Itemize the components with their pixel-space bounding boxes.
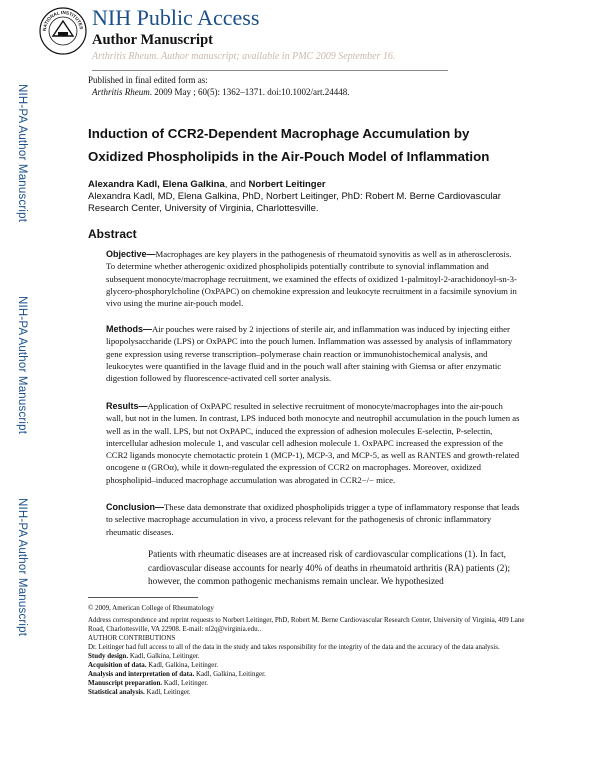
study-design-line (88, 652, 528, 661)
published-line: Published in final edited form as: (88, 75, 208, 85)
conclusion-text: These data demonstrate that oxidized phospholipids trigger a type of inflammatory response that leads to selective macrophage accumulation in vivo, a process relevant for the pathogenesis of chronic inflammatory rheumatic diseases. (106, 502, 520, 537)
logo-seal-text: NATIONAL INSTITUTES (41, 9, 84, 32)
footnotes (88, 604, 528, 697)
svg-text:NATIONAL INSTITUTES OF HEALTH (38, 6, 84, 31)
methods-text: Air pouches were raised by 2 injections of sterile air, and inflammation was induced by injecting either lipopolysaccharide (LPS) or OxPAPC into the pouch lumen. Inflammation was assessed by analysis of inflammatory gene expression using reverse transcription–polymerase chain reaction or immunohistochemical analysis, and leukocytes were quantified in the lavage fluid and in the pouch wall after staining with Giemsa or after enzymatic digestion followed by fluorescence-activated cell sorter analysis. (106, 324, 513, 384)
manuscript-value: Kadl, Leitinger. (162, 679, 209, 687)
header-title: NIH Public Access (92, 5, 260, 30)
nih-seal-logo (38, 6, 88, 56)
conclusion-label: Conclusion— (106, 502, 164, 512)
correspondence-note: Address correspondence and reprint requests to Norbert Leitinger, PhD, Robert M. Berne Cardiovascular Research Center, University of Virginia, 409 Lane Road, Charlottesville, VA 22908. E-mail: nl2q@virginia.edu.. (88, 616, 525, 633)
citation-line (88, 86, 350, 98)
analysis-line (88, 670, 528, 679)
analysis-value: Kadl, Galkina, Leitinger. (194, 670, 266, 678)
statistical-line (88, 688, 528, 697)
publication-info (88, 74, 350, 98)
methods-paragraph (106, 323, 520, 384)
access-statement: Dr. Leitinger had full access to all of the data in the study and takes responsibility for the integrity of the data and the accuracy of the data analysis. (88, 643, 500, 651)
availability-note: Arthritis Rheum. Author manuscript; available in PMC 2009 September 16. (92, 51, 396, 62)
statistical-label: Statistical analysis. (88, 688, 145, 696)
affiliation: Alexandra Kadl, MD, Elena Galkina, PhD, Norbert Leitinger, PhD: Robert M. Berne Cardiovascular Research Center, University of Virginia, Charlottesville. (88, 191, 501, 214)
results-text: Application of OxPAPC resulted in selective recruitment of monocyte/macrophages into the air-pouch wall, but not in the lumen. In contrast, LPS induced both monocyte and neutrophil accumulation in the pouch lumen as well as in the wall. LPS, but not OxPAPC, induced the expression of adhesion molecules E-selectin, P-selectin, intercellular adhesion molecule 1, and vascular cell adhesion molecule 1. OxPAPC increased the expression of the CCR2 ligands monocyte chemotactic protein 1 (MCP-1), MCP-3, and MCP-5, as well as RANTES and growth-related oncogene α (GROα), while it down-regulated the expression of CCR2 on macrophages. Moreover, oxidized phospholipid–induced macrophage accumulation was abrogated in CCR2−/− mice. (106, 401, 520, 485)
author-names (88, 179, 528, 191)
objective-paragraph (106, 248, 520, 309)
objective-text: Macrophages are key players in the pathogenesis of rheumatoid synovitis as well as in atherosclerosis. To determine whether atherogenic oxidized phospholipids potentially contribute to synovial inflammation and subsequent monocyte/macrophage recruitment, we examined the effects of oxidized 1-palmitoyl-2-arachidonoyl-sn-3-glycero-phosphorylcholine (OxPAPC) on chemokine expression and leukocyte recruitment in a facsimile synovium in vivo using the murine air-pouch model. (106, 249, 517, 309)
sidebar-label-middle: NIH-PA Author Manuscript (16, 296, 28, 435)
analysis-label: Analysis and interpretation of data. (88, 670, 195, 678)
results-paragraph (106, 400, 520, 486)
article-title: Induction of CCR2-Dependent Macrophage Accumulation by Oxidized Phospholipids in the Air-Pouch Model of Inflammation (88, 126, 490, 164)
header-subtitle: Author Manuscript (92, 32, 213, 48)
footnote-divider (88, 597, 198, 598)
statistical-value: Kadl, Leitinger. (144, 688, 191, 696)
authors-block (88, 179, 528, 215)
contributions-heading: AUTHOR CONTRIBUTIONS (88, 634, 176, 642)
acquisition-line (88, 661, 528, 670)
objective-label: Objective— (106, 249, 156, 259)
manuscript-line (88, 679, 528, 688)
study-design-label: Study design. (88, 652, 129, 660)
authors-and: , and (224, 179, 249, 190)
methods-label: Methods— (106, 324, 152, 334)
journal-name: Arthritis Rheum (92, 87, 150, 97)
acquisition-label: Acquisition of data. (88, 661, 147, 669)
manuscript-label: Manuscript preparation. (88, 679, 163, 687)
results-label: Results— (106, 401, 148, 411)
acquisition-value: Kadl, Galkina, Leitinger. (146, 661, 219, 669)
citation-details: . 2009 May ; 60(5): 1362–1371. doi:10.1002/art.24448. (149, 87, 350, 97)
abstract-heading: Abstract (88, 227, 137, 241)
introduction-paragraph: Patients with rheumatic diseases are at increased risk of cardiovascular complications (1). In fact, cardiovascular disease accounts for nearly 40% of deaths in rheumatoid arthritis (RA) patients (2); however, the common pathogenic mechanisms remain unclear. We hypothesized (148, 549, 511, 587)
authors-last: Norbert Leitinger (248, 179, 326, 190)
sidebar-label-top: NIH-PA Author Manuscript (16, 84, 28, 223)
conclusion-paragraph (106, 501, 520, 538)
header-divider (92, 70, 448, 71)
nih-header (92, 6, 395, 62)
study-design-value: Kadl, Galkina, Leitinger. (128, 652, 200, 660)
sidebar-label-bottom: NIH-PA Author Manuscript (16, 498, 28, 637)
nih-sidebar (0, 0, 40, 776)
authors-first: Alexandra Kadl, Elena Galkina (88, 179, 225, 190)
copyright-line: © 2009, American College of Rheumatology (88, 604, 214, 612)
